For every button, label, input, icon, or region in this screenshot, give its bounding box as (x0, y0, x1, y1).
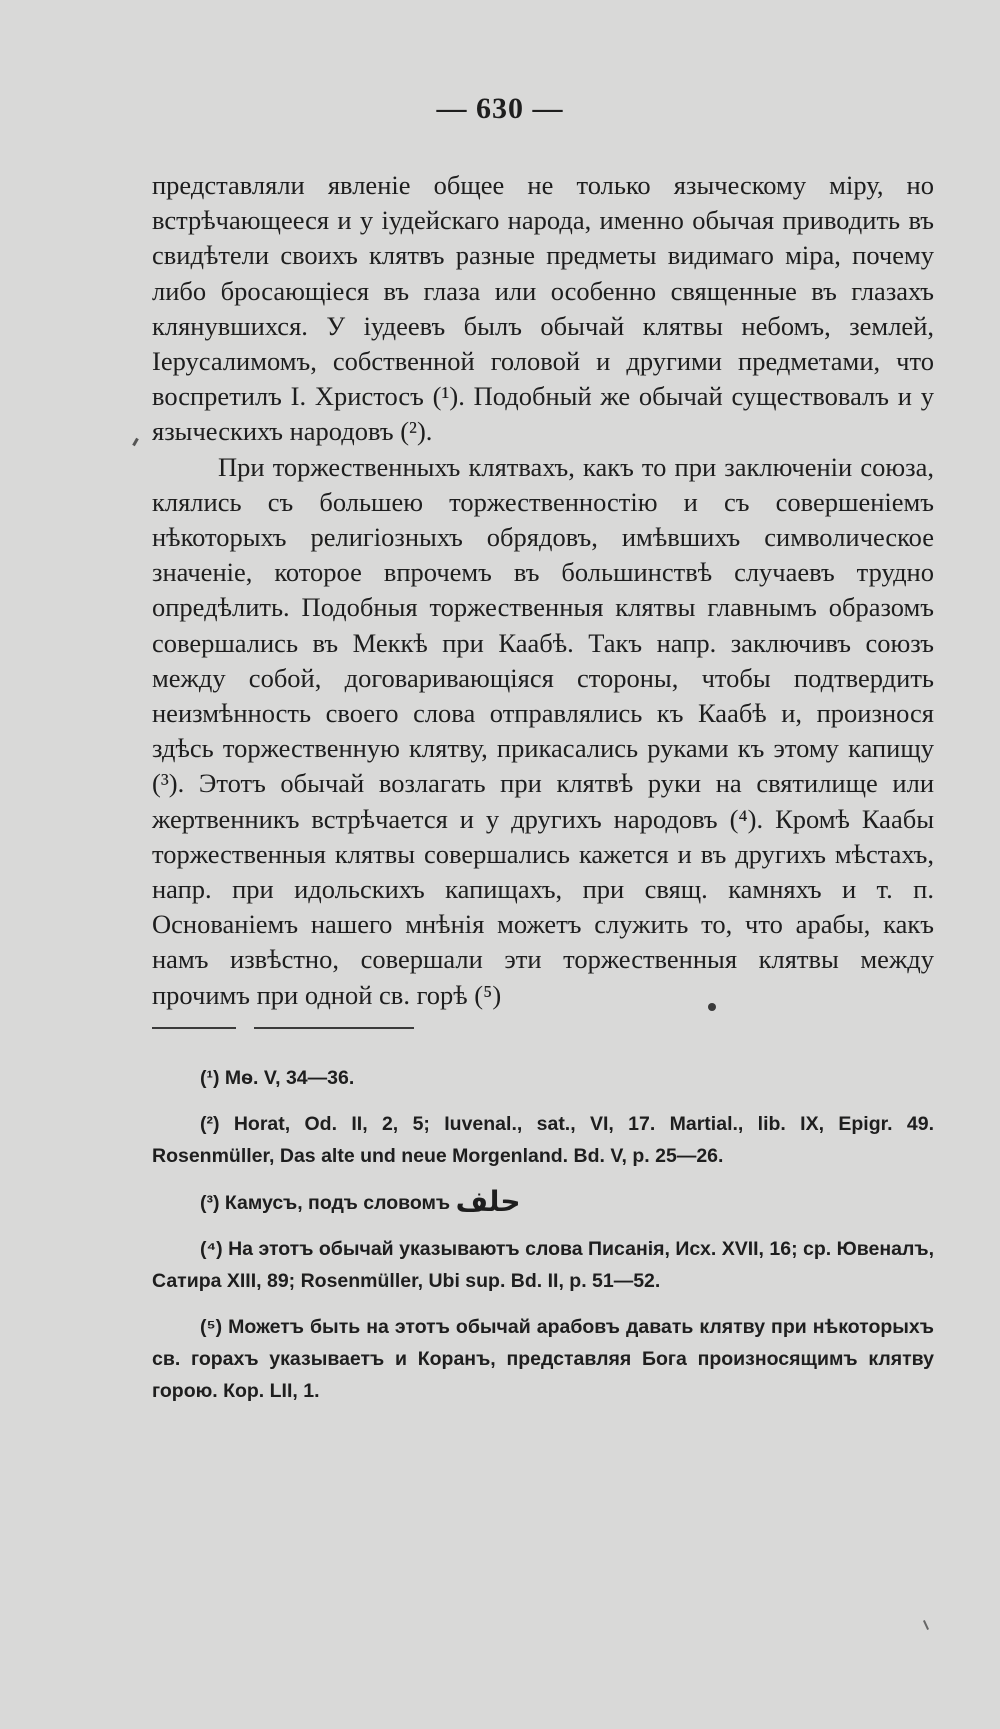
scan-speck (132, 438, 139, 446)
arabic-word: حلف (455, 1185, 521, 1218)
footnote-4: (⁴) На этотъ обычай указываютъ слова Писанія, Исх. XVII, 16; ср. Ювеналъ, Сатира XIII, 89; Rosenmüller, Ubi sup. Bd. II, p. 51—52. (152, 1238, 934, 1292)
scan-speck (923, 1620, 929, 1630)
footnote-1: (¹) Мѳ. V, 34—36. (200, 1067, 355, 1089)
footnote-separator-rule (254, 1027, 414, 1029)
page-number: — 630 — (436, 92, 564, 125)
paragraph: представляли явленіе общее не только языческому міру, но встрѣчающееся и у іудейскаго народа, именно обычая приводить въ свидѣтели своихъ клятвъ разные предметы видимаго міра, почему либо бросающіеся въ глаза или особенно священные въ глазахъ клянувшихся. У іудеевъ былъ обычай клятвы небомъ, землей, Іерусалимомъ, собственной головой и другими предметами, что воспретилъ І. Христосъ (¹). Подобный же обычай существовалъ и у языческихъ народовъ (²). (152, 170, 934, 447)
ink-dot (708, 1003, 716, 1011)
footnote-2: (²) Horat, Od. II, 2, 5; Iuvenal., sat., VI, 17. Martial., lib. IX, Epigr. 49. Rosenmüller, Das alte und neue Morgenland. Bd. V, p. 25—26. (152, 1113, 934, 1167)
footnote-5: (⁵) Можетъ быть на этотъ обычай арабовъ давать клятву при нѣкоторыхъ св. горахъ указываетъ и Коранъ, представляя Бога произносящимъ клятву горою. Кор. LII, 1. (152, 1316, 934, 1402)
footnotes (152, 1062, 934, 1421)
footnote-3 (152, 1186, 934, 1219)
footnote-3-text: (³) Камусъ, подъ словомъ (200, 1192, 456, 1214)
paragraph: При торжественныхъ клятвахъ, какъ то при заключеніи союза, клялись съ большею торжественностію и съ совершеніемъ нѣкоторыхъ религіозныхъ обрядовъ, имѣвшихъ символическое значеніе, которое впрочемъ въ большинствѣ случаевъ трудно опредѣлить. Подобныя торжественныя клятвы главнымъ образомъ совершались въ Меккѣ при Каабѣ. Такъ напр. заключивъ союзъ между собой, договаривающіяся стороны, чтобы подтвердить неизмѣнность своего слова отправлялись къ Каабѣ и, произнося здѣсь торжественную клятву, прикасались руками къ этому капищу (³). Этотъ обычай возлагать при клятвѣ руки на святилище или жертвенникъ встрѣчается и у другихъ народовъ (⁴). Кромѣ Каабы торжественныя клятвы совершались кажется и въ другихъ мѣстахъ, напр. при идольскихъ капищахъ, при свящ. камняхъ и т. п. Основаніемъ нашего мнѣнія можетъ служить то, что арабы, какъ намъ извѣстно, совершали эти торжественныя клятвы между прочимъ при одной св. горѣ (⁵) (152, 451, 934, 1010)
footnote-separator-rule (152, 1027, 236, 1029)
main-text (152, 168, 934, 1013)
